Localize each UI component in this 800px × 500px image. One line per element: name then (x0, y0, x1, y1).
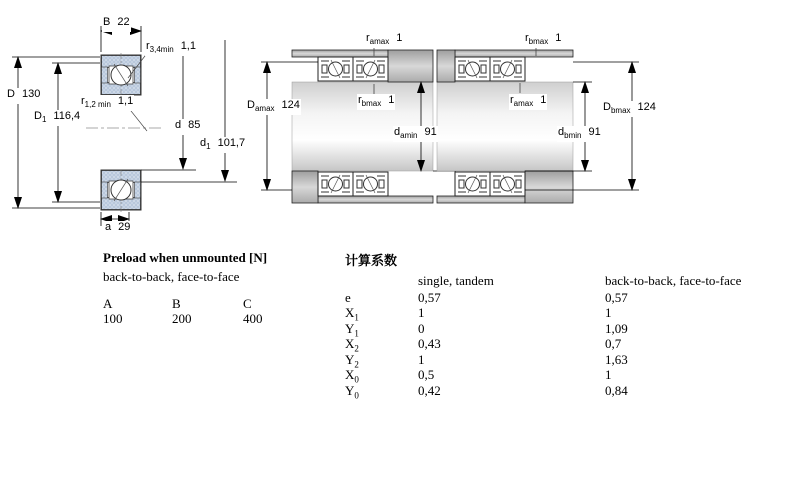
factor-value: 0,84 (605, 383, 628, 398)
dim-label-d: d 85 (174, 119, 201, 135)
factors-table (345, 250, 775, 410)
factors-col2-header: back-to-back, face-to-face (605, 273, 742, 288)
dim-label-damin: $d_{amin}$ 91 (394, 126, 437, 141)
dim-label-Damax: $D_{amax}$ 124 (247, 99, 300, 114)
factor-value: 1 (418, 305, 425, 320)
preload-table (103, 250, 338, 340)
factor-row-label: $Y_0$ (345, 383, 359, 401)
preload-col-a: A (103, 296, 113, 311)
diagram-arrangement-a (261, 44, 456, 203)
factor-row-label: $X_2$ (345, 336, 359, 354)
dim-label-D1: $D_1$ 116,4 (34, 110, 81, 125)
preload-col-c: C (243, 296, 252, 311)
factor-value: 0,42 (418, 383, 441, 398)
factors-title: 计算系数 (345, 253, 398, 268)
dim-label-d1: $d_1$ 101,7 (200, 137, 246, 152)
factor-value: 0,7 (605, 336, 622, 351)
preload-value-b: 200 (172, 311, 192, 326)
preload-value-c: 400 (243, 311, 263, 326)
dim-label-dbmin: $d_{bmin}$ 91 (558, 126, 601, 141)
preload-subtitle: back-to-back, face-to-face (103, 269, 240, 284)
dim-label-r34min: $r_{3,4min}$ 1,1 (146, 40, 196, 55)
factor-value: 1 (418, 352, 425, 367)
preload-value-a: 100 (103, 311, 123, 326)
factor-value: 0,5 (418, 367, 435, 382)
dim-label-ramax-b: $r_{amax}$ 1 (510, 94, 547, 109)
factors-col1-header: single, tandem (418, 273, 494, 288)
dim-label-r12min: $r_{1,2 min}$ 1,1 (81, 95, 134, 110)
factor-row-label: $Y_1$ (345, 321, 359, 339)
dim-label-Dbmax: $D_{bmax}$ 124 (603, 101, 656, 116)
factor-value: 0,57 (605, 290, 628, 305)
factor-value: 1,09 (605, 321, 628, 336)
factor-row-label: $X_0$ (345, 367, 359, 385)
diagram-arrangement-b (437, 44, 639, 203)
factor-value: 0,43 (418, 336, 441, 351)
factor-value: 0 (418, 321, 425, 336)
dim-label-rbmax-b: $r_{bmax}$ 1 (525, 32, 562, 47)
factor-value: 1,63 (605, 352, 628, 367)
dim-label-rbmax-a: $r_{bmax}$ 1 (358, 94, 395, 109)
preload-title: Preload when unmounted [N] (103, 250, 268, 265)
preload-col-b: B (172, 296, 181, 311)
factor-value: 0,57 (418, 290, 441, 305)
dim-label-D: D 130 (6, 88, 41, 104)
factor-row-label: $Y_2$ (345, 352, 359, 370)
factor-row-label: e (345, 290, 351, 305)
factor-value: 1 (605, 367, 612, 382)
dim-label-B: B 22 (102, 16, 131, 32)
factor-row-label: $X_1$ (345, 305, 359, 323)
dim-label-ramax-a: $r_{amax}$ 1 (366, 32, 403, 47)
factor-value: 1 (605, 305, 612, 320)
dim-label-a: a 29 (104, 221, 131, 237)
